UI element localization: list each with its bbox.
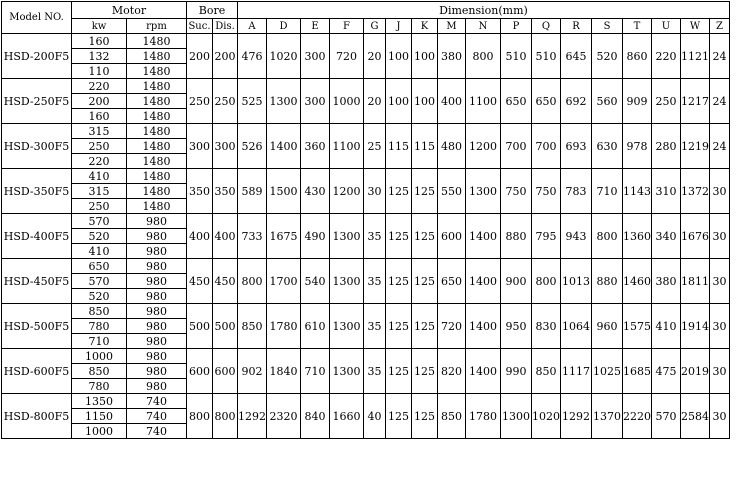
- dim-e-cell: 840: [301, 394, 330, 439]
- header-dim-j: J: [386, 19, 412, 34]
- header-bore: Bore: [187, 2, 238, 19]
- dim-r-cell: 1013: [561, 259, 592, 304]
- bore-suc-cell: 800: [187, 394, 213, 439]
- motor-kw-cell: 200: [72, 94, 127, 109]
- dim-s-cell: 880: [592, 259, 623, 304]
- dim-g-cell: 40: [364, 394, 386, 439]
- dim-n-cell: 1300: [466, 169, 501, 214]
- dim-q-cell: 750: [532, 169, 561, 214]
- dim-z-cell: 24: [710, 34, 730, 79]
- motor-kw-cell: 410: [72, 169, 127, 184]
- motor-rpm-cell: 980: [127, 214, 187, 229]
- bore-suc-cell: 250: [187, 79, 213, 124]
- dim-j-cell: 115: [386, 124, 412, 169]
- dim-s-cell: 1025: [592, 349, 623, 394]
- bore-suc-cell: 300: [187, 124, 213, 169]
- dim-a-cell: 589: [238, 169, 267, 214]
- header-dim-u: U: [652, 19, 681, 34]
- dim-f-cell: 1300: [330, 349, 364, 394]
- dim-p-cell: 700: [501, 124, 532, 169]
- motor-kw-cell: 780: [72, 319, 127, 334]
- model-cell: HSD-250F5: [2, 79, 72, 124]
- dim-z-cell: 30: [710, 349, 730, 394]
- motor-rpm-cell: 980: [127, 334, 187, 349]
- table-row: [2, 259, 730, 274]
- dim-w-cell: 1914: [681, 304, 710, 349]
- dim-u-cell: 475: [652, 349, 681, 394]
- header-dim-m: M: [438, 19, 466, 34]
- dim-m-cell: 650: [438, 259, 466, 304]
- bore-dis-cell: 350: [213, 169, 238, 214]
- motor-rpm-cell: 980: [127, 349, 187, 364]
- dim-g-cell: 35: [364, 349, 386, 394]
- dim-d-cell: 1300: [267, 79, 301, 124]
- motor-rpm-cell: 1480: [127, 64, 187, 79]
- bore-dis-cell: 800: [213, 394, 238, 439]
- bore-dis-cell: 500: [213, 304, 238, 349]
- header-dim-q: Q: [532, 19, 561, 34]
- motor-rpm-cell: 980: [127, 259, 187, 274]
- dim-e-cell: 490: [301, 214, 330, 259]
- dim-w-cell: 1676: [681, 214, 710, 259]
- table-body: [2, 34, 730, 439]
- dim-u-cell: 570: [652, 394, 681, 439]
- motor-kw-cell: 315: [72, 124, 127, 139]
- motor-rpm-cell: 740: [127, 424, 187, 439]
- dim-m-cell: 380: [438, 34, 466, 79]
- dim-j-cell: 125: [386, 214, 412, 259]
- dim-m-cell: 550: [438, 169, 466, 214]
- dim-j-cell: 100: [386, 34, 412, 79]
- dim-t-cell: 860: [623, 34, 652, 79]
- motor-rpm-cell: 1480: [127, 34, 187, 49]
- motor-kw-cell: 250: [72, 139, 127, 154]
- dim-q-cell: 650: [532, 79, 561, 124]
- bore-suc-cell: 600: [187, 349, 213, 394]
- dim-a-cell: 902: [238, 349, 267, 394]
- dim-r-cell: 1292: [561, 394, 592, 439]
- dim-u-cell: 250: [652, 79, 681, 124]
- dim-e-cell: 360: [301, 124, 330, 169]
- header-dim-d: D: [267, 19, 301, 34]
- table-row: [2, 304, 730, 319]
- dim-z-cell: 30: [710, 394, 730, 439]
- dim-t-cell: 1460: [623, 259, 652, 304]
- dim-j-cell: 125: [386, 259, 412, 304]
- dim-w-cell: 1121: [681, 34, 710, 79]
- bore-suc-cell: 500: [187, 304, 213, 349]
- motor-kw-cell: 160: [72, 34, 127, 49]
- table-row: [2, 34, 730, 49]
- dim-a-cell: 800: [238, 259, 267, 304]
- dim-f-cell: 1100: [330, 124, 364, 169]
- motor-rpm-cell: 980: [127, 319, 187, 334]
- dim-f-cell: 1000: [330, 79, 364, 124]
- model-cell: HSD-600F5: [2, 349, 72, 394]
- dim-d-cell: 1780: [267, 304, 301, 349]
- dim-p-cell: 900: [501, 259, 532, 304]
- dim-z-cell: 30: [710, 259, 730, 304]
- dim-e-cell: 710: [301, 349, 330, 394]
- header-dim-e: E: [301, 19, 330, 34]
- dim-k-cell: 125: [412, 304, 438, 349]
- dim-s-cell: 1370: [592, 394, 623, 439]
- motor-rpm-cell: 740: [127, 394, 187, 409]
- table-row: [2, 169, 730, 184]
- bore-dis-cell: 600: [213, 349, 238, 394]
- dim-p-cell: 950: [501, 304, 532, 349]
- header-dim-n: N: [466, 19, 501, 34]
- dim-r-cell: 943: [561, 214, 592, 259]
- dim-r-cell: 1117: [561, 349, 592, 394]
- motor-rpm-cell: 740: [127, 409, 187, 424]
- dim-q-cell: 795: [532, 214, 561, 259]
- dim-g-cell: 30: [364, 169, 386, 214]
- motor-rpm-cell: 980: [127, 244, 187, 259]
- dim-m-cell: 850: [438, 394, 466, 439]
- motor-rpm-cell: 980: [127, 274, 187, 289]
- dim-k-cell: 125: [412, 214, 438, 259]
- dim-m-cell: 820: [438, 349, 466, 394]
- bore-dis-cell: 450: [213, 259, 238, 304]
- dim-a-cell: 476: [238, 34, 267, 79]
- dim-e-cell: 610: [301, 304, 330, 349]
- dim-z-cell: 30: [710, 169, 730, 214]
- bore-dis-cell: 200: [213, 34, 238, 79]
- motor-rpm-cell: 1480: [127, 79, 187, 94]
- dim-t-cell: 1360: [623, 214, 652, 259]
- dim-u-cell: 380: [652, 259, 681, 304]
- dim-z-cell: 24: [710, 124, 730, 169]
- dim-k-cell: 125: [412, 169, 438, 214]
- dim-k-cell: 125: [412, 394, 438, 439]
- motor-rpm-cell: 1480: [127, 109, 187, 124]
- bore-dis-cell: 250: [213, 79, 238, 124]
- dim-u-cell: 310: [652, 169, 681, 214]
- dim-k-cell: 125: [412, 349, 438, 394]
- motor-rpm-cell: 1480: [127, 49, 187, 64]
- motor-kw-cell: 220: [72, 79, 127, 94]
- dim-f-cell: 1300: [330, 304, 364, 349]
- motor-rpm-cell: 980: [127, 364, 187, 379]
- dim-r-cell: 783: [561, 169, 592, 214]
- dim-g-cell: 25: [364, 124, 386, 169]
- dim-n-cell: 800: [466, 34, 501, 79]
- header-dim-w: W: [681, 19, 710, 34]
- header-row-sub: [2, 19, 730, 34]
- motor-kw-cell: 220: [72, 154, 127, 169]
- dim-a-cell: 1292: [238, 394, 267, 439]
- dim-a-cell: 526: [238, 124, 267, 169]
- dim-w-cell: 2019: [681, 349, 710, 394]
- motor-kw-cell: 710: [72, 334, 127, 349]
- motor-kw-cell: 650: [72, 259, 127, 274]
- motor-rpm-cell: 1480: [127, 199, 187, 214]
- motor-kw-cell: 1000: [72, 349, 127, 364]
- dim-j-cell: 125: [386, 394, 412, 439]
- header-dim-k: K: [412, 19, 438, 34]
- dim-u-cell: 280: [652, 124, 681, 169]
- dim-p-cell: 990: [501, 349, 532, 394]
- motor-kw-cell: 315: [72, 184, 127, 199]
- motor-kw-cell: 570: [72, 214, 127, 229]
- dim-q-cell: 510: [532, 34, 561, 79]
- table-row: [2, 394, 730, 409]
- dim-q-cell: 700: [532, 124, 561, 169]
- dim-n-cell: 1400: [466, 214, 501, 259]
- dim-e-cell: 430: [301, 169, 330, 214]
- table-row: [2, 124, 730, 139]
- dim-w-cell: 1811: [681, 259, 710, 304]
- dim-p-cell: 510: [501, 34, 532, 79]
- motor-rpm-cell: 980: [127, 304, 187, 319]
- table-row: [2, 79, 730, 94]
- header-dim-r: R: [561, 19, 592, 34]
- dim-t-cell: 978: [623, 124, 652, 169]
- dim-g-cell: 20: [364, 34, 386, 79]
- dim-k-cell: 115: [412, 124, 438, 169]
- dim-t-cell: 2220: [623, 394, 652, 439]
- motor-kw-cell: 1000: [72, 424, 127, 439]
- motor-rpm-cell: 1480: [127, 94, 187, 109]
- dim-d-cell: 1840: [267, 349, 301, 394]
- dim-s-cell: 630: [592, 124, 623, 169]
- header-dimension: Dimension(mm): [238, 2, 730, 19]
- dim-w-cell: 1217: [681, 79, 710, 124]
- model-cell: HSD-450F5: [2, 259, 72, 304]
- header-kw: kw: [72, 19, 127, 34]
- dim-t-cell: 1685: [623, 349, 652, 394]
- dim-n-cell: 1780: [466, 394, 501, 439]
- motor-rpm-cell: 1480: [127, 169, 187, 184]
- dim-d-cell: 1700: [267, 259, 301, 304]
- header-dim-z: Z: [710, 19, 730, 34]
- model-cell: HSD-500F5: [2, 304, 72, 349]
- dim-f-cell: 1660: [330, 394, 364, 439]
- header-dis: Dis.: [213, 19, 238, 34]
- motor-rpm-cell: 980: [127, 289, 187, 304]
- header-dim-a: A: [238, 19, 267, 34]
- pump-dimension-table: [1, 1, 730, 439]
- bore-suc-cell: 200: [187, 34, 213, 79]
- dim-f-cell: 720: [330, 34, 364, 79]
- dim-u-cell: 220: [652, 34, 681, 79]
- dim-j-cell: 125: [386, 169, 412, 214]
- dim-d-cell: 1500: [267, 169, 301, 214]
- motor-kw-cell: 570: [72, 274, 127, 289]
- dim-r-cell: 692: [561, 79, 592, 124]
- dim-k-cell: 100: [412, 79, 438, 124]
- table-header: [2, 2, 730, 34]
- motor-rpm-cell: 1480: [127, 184, 187, 199]
- dim-g-cell: 20: [364, 79, 386, 124]
- header-motor: Motor: [72, 2, 187, 19]
- motor-rpm-cell: 1480: [127, 124, 187, 139]
- dim-s-cell: 960: [592, 304, 623, 349]
- dim-f-cell: 1200: [330, 169, 364, 214]
- bore-suc-cell: 450: [187, 259, 213, 304]
- bore-suc-cell: 350: [187, 169, 213, 214]
- dim-f-cell: 1300: [330, 259, 364, 304]
- dim-u-cell: 340: [652, 214, 681, 259]
- dim-w-cell: 1219: [681, 124, 710, 169]
- model-cell: HSD-300F5: [2, 124, 72, 169]
- header-dim-g: G: [364, 19, 386, 34]
- model-cell: HSD-350F5: [2, 169, 72, 214]
- motor-kw-cell: 850: [72, 364, 127, 379]
- model-cell: HSD-800F5: [2, 394, 72, 439]
- bore-dis-cell: 400: [213, 214, 238, 259]
- dim-d-cell: 2320: [267, 394, 301, 439]
- dim-e-cell: 300: [301, 34, 330, 79]
- dim-q-cell: 850: [532, 349, 561, 394]
- dim-n-cell: 1200: [466, 124, 501, 169]
- dim-t-cell: 1143: [623, 169, 652, 214]
- dim-e-cell: 540: [301, 259, 330, 304]
- dim-z-cell: 30: [710, 304, 730, 349]
- dim-s-cell: 520: [592, 34, 623, 79]
- bore-dis-cell: 300: [213, 124, 238, 169]
- motor-kw-cell: 410: [72, 244, 127, 259]
- motor-kw-cell: 1150: [72, 409, 127, 424]
- dim-m-cell: 720: [438, 304, 466, 349]
- dim-r-cell: 1064: [561, 304, 592, 349]
- dim-p-cell: 750: [501, 169, 532, 214]
- motor-rpm-cell: 1480: [127, 139, 187, 154]
- dim-d-cell: 1675: [267, 214, 301, 259]
- dim-p-cell: 650: [501, 79, 532, 124]
- dim-k-cell: 100: [412, 34, 438, 79]
- dim-z-cell: 24: [710, 79, 730, 124]
- dim-s-cell: 710: [592, 169, 623, 214]
- dim-n-cell: 1400: [466, 304, 501, 349]
- dim-n-cell: 1400: [466, 349, 501, 394]
- motor-rpm-cell: 1480: [127, 154, 187, 169]
- dim-q-cell: 800: [532, 259, 561, 304]
- dim-s-cell: 800: [592, 214, 623, 259]
- dim-g-cell: 35: [364, 259, 386, 304]
- model-cell: HSD-400F5: [2, 214, 72, 259]
- dim-q-cell: 1020: [532, 394, 561, 439]
- dim-e-cell: 300: [301, 79, 330, 124]
- header-row-top: [2, 2, 730, 19]
- motor-rpm-cell: 980: [127, 229, 187, 244]
- dim-j-cell: 125: [386, 349, 412, 394]
- dim-m-cell: 480: [438, 124, 466, 169]
- dim-p-cell: 880: [501, 214, 532, 259]
- dim-a-cell: 733: [238, 214, 267, 259]
- motor-kw-cell: 520: [72, 229, 127, 244]
- dim-f-cell: 1300: [330, 214, 364, 259]
- motor-kw-cell: 132: [72, 49, 127, 64]
- dim-p-cell: 1300: [501, 394, 532, 439]
- motor-kw-cell: 250: [72, 199, 127, 214]
- dim-j-cell: 125: [386, 304, 412, 349]
- header-dim-f: F: [330, 19, 364, 34]
- dim-d-cell: 1020: [267, 34, 301, 79]
- header-dim-p: P: [501, 19, 532, 34]
- dim-n-cell: 1400: [466, 259, 501, 304]
- dim-r-cell: 693: [561, 124, 592, 169]
- dim-k-cell: 125: [412, 259, 438, 304]
- table-row: [2, 349, 730, 364]
- dim-t-cell: 909: [623, 79, 652, 124]
- dim-d-cell: 1400: [267, 124, 301, 169]
- dim-m-cell: 600: [438, 214, 466, 259]
- dim-r-cell: 645: [561, 34, 592, 79]
- motor-kw-cell: 850: [72, 304, 127, 319]
- dim-a-cell: 850: [238, 304, 267, 349]
- header-suc: Suc.: [188, 20, 211, 32]
- table-row: [2, 214, 730, 229]
- motor-kw-cell: 520: [72, 289, 127, 304]
- dim-a-cell: 525: [238, 79, 267, 124]
- bore-suc-cell: 400: [187, 214, 213, 259]
- header-dim-t: T: [623, 19, 652, 34]
- motor-kw-cell: 780: [72, 379, 127, 394]
- dim-g-cell: 35: [364, 304, 386, 349]
- header-model: Model NO.: [2, 2, 72, 34]
- motor-kw-cell: 110: [72, 64, 127, 79]
- dim-g-cell: 35: [364, 214, 386, 259]
- dim-w-cell: 1372: [681, 169, 710, 214]
- motor-kw-cell: 160: [72, 109, 127, 124]
- model-cell: HSD-200F5: [2, 34, 72, 79]
- motor-kw-cell: 1350: [72, 394, 127, 409]
- dim-n-cell: 1100: [466, 79, 501, 124]
- dim-w-cell: 2584: [681, 394, 710, 439]
- header-dim-s: S: [592, 19, 623, 34]
- dim-q-cell: 830: [532, 304, 561, 349]
- dim-m-cell: 400: [438, 79, 466, 124]
- dim-t-cell: 1575: [623, 304, 652, 349]
- dim-j-cell: 100: [386, 79, 412, 124]
- header-rpm: rpm: [127, 19, 187, 34]
- motor-rpm-cell: 980: [127, 379, 187, 394]
- dim-z-cell: 30: [710, 214, 730, 259]
- dim-s-cell: 560: [592, 79, 623, 124]
- dim-u-cell: 410: [652, 304, 681, 349]
